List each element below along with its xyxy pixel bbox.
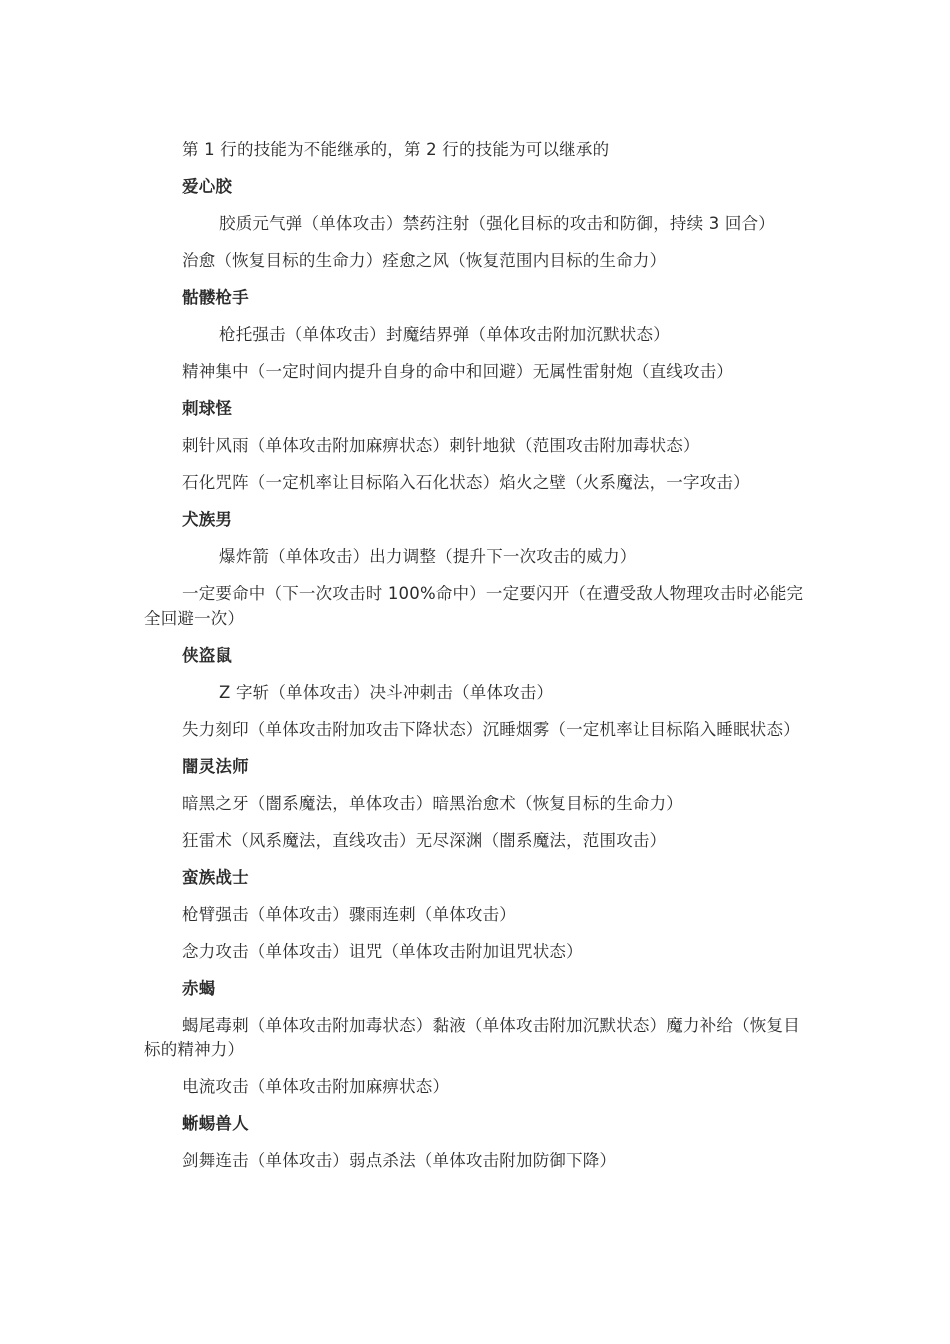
skill-line: 治愈（恢复目标的生命力）痊愈之风（恢复范围内目标的生命力） [182, 251, 667, 270]
skill-line: 枪臂强击（单体攻击）骤雨连刺（单体攻击） [182, 904, 516, 924]
skill-line: 枪托强击（单体攻击）封魔结界弹（单体攻击附加沉默状态） [219, 325, 670, 344]
monster-heading: 骷髅枪手 [182, 288, 249, 307]
skill-line: 一定要命中（下一次攻击时 100%命中）一定要闪开（在遭受敌人物理攻击时必能完全回避一次） [144, 584, 804, 628]
skill-line: 胶质元气弹（单体攻击）禁药注射（强化目标的攻击和防御，持续 3 回合） [219, 214, 775, 233]
monster-heading: 赤蝎 [182, 978, 216, 998]
monster-heading: 侠盗鼠 [182, 645, 233, 665]
skill-line: 爆炸箭（单体攻击）出力调整（提升下一次攻击的威力） [219, 547, 637, 566]
monster-heading: 犬族男 [182, 510, 233, 529]
skill-line: Z 字斩（单体攻击）决斗冲刺击（单体攻击） [219, 682, 554, 702]
skill-line: 蝎尾毒刺（单体攻击附加毒状态）黏液（单体攻击附加沉默状态）魔力补给（恢复目标的精神力） [144, 1015, 800, 1059]
skill-line: 剑舞连击（单体攻击）弱点杀法（单体攻击附加防御下降） [182, 1151, 617, 1170]
monster-heading: 蜥蜴兽人 [182, 1114, 249, 1133]
skill-line: 暗黑之牙（闇系魔法，单体攻击）暗黑治愈术（恢复目标的生命力） [182, 793, 683, 813]
skill-line: 狂雷术（风系魔法，直线攻击）无尽深渊（闇系魔法，范围攻击） [182, 830, 667, 850]
skill-line: 念力攻击（单体攻击）诅咒（单体攻击附加诅咒状态） [182, 941, 583, 961]
monster-heading: 爱心胶 [182, 177, 233, 196]
monster-heading: 刺球怪 [182, 399, 233, 418]
skill-line: 刺针风雨（单体攻击附加麻痹状态）刺针地狱（范围攻击附加毒状态） [182, 436, 700, 455]
monster-heading: 蛮族战士 [182, 867, 249, 887]
skill-line: 电流攻击（单体攻击附加麻痹状态） [182, 1077, 450, 1096]
document-body [144, 138, 812, 1186]
skill-line: 失力刻印（单体攻击附加攻击下降状态）沉睡烟雾（一定机率让目标陷入睡眠状态） [182, 719, 800, 739]
skill-line: 精神集中（一定时间内提升自身的命中和回避）无属性雷射炮（直线攻击） [182, 362, 734, 381]
skill-line: 石化咒阵（一定机率让目标陷入石化状态）焰火之壁（火系魔法，一字攻击） [182, 473, 750, 492]
intro-paragraph: 第 1 行的技能为不能继承的，第 2 行的技能为可以继承的 [182, 140, 610, 159]
monster-heading: 闇灵法师 [182, 756, 249, 776]
